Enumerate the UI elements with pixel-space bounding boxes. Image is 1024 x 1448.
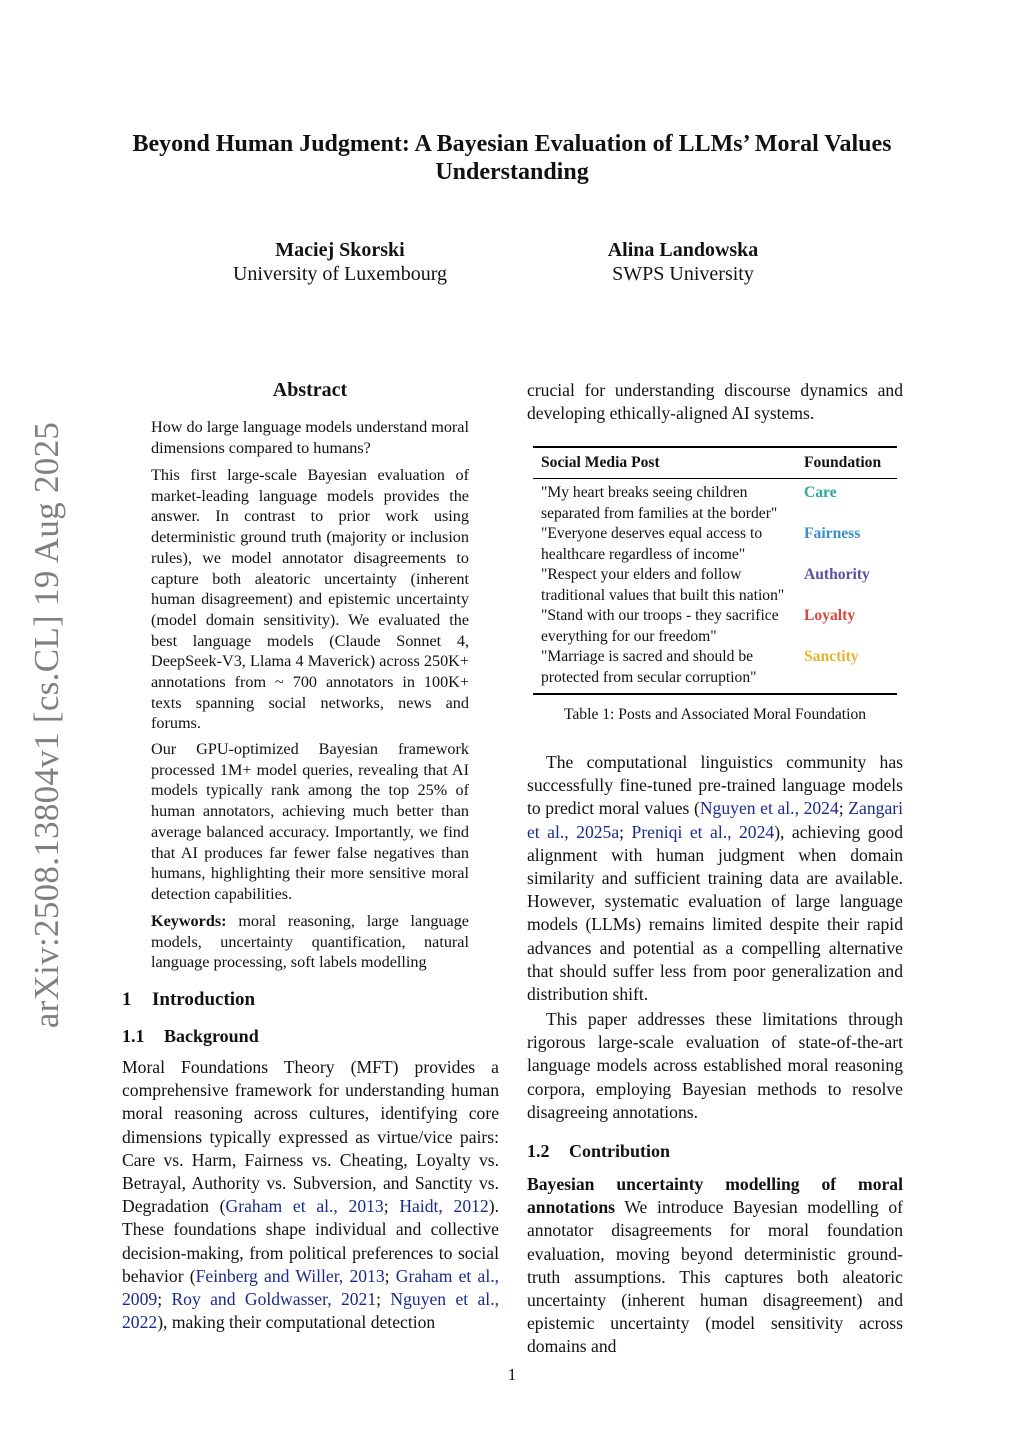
table-row	[533, 565, 897, 606]
subsection-heading-contribution	[527, 1141, 903, 1162]
citation-link[interactable]: Preniqi et al., 2024	[631, 821, 775, 842]
paper-title-line2: Understanding	[435, 159, 589, 185]
table-caption: Table 1: Posts and Associated Moral Foundation	[563, 706, 867, 723]
continued-paragraph: crucial for understanding discourse dynamics and developing ethically-aligned AI systems.	[527, 380, 903, 424]
finetuning-paragraph	[527, 751, 903, 1006]
table-cell-post: "Respect your elders and follow traditional values that built this nation"	[541, 566, 785, 604]
background-paragraph	[122, 1056, 499, 1334]
text-run: Moral Foundations Theory (MFT) provides a comprehensive framework for understanding human moral reasoning across cultures, identifying core dimensions typically expressed as virtue/vice pairs: Care vs. Harm, Fairness vs. Cheating, Loyalty vs. Betrayal, Authority vs. Subversion, and Sanctity vs. Degradation (	[122, 1057, 499, 1217]
author-affiliation: SWPS University	[612, 263, 754, 285]
table-row	[533, 524, 897, 565]
text-run: ;	[376, 1289, 391, 1310]
paper-title	[110, 130, 914, 186]
abstract-paragraph-3: Our GPU-optimized Bayesian framework processed 1M+ model queries, revealing that AI models typically rank among the top 25% of human annotators, achieving much better than average balanced accuracy. Importantly, we find that AI produces far fewer false negatives than humans, highlighting their more sensitive moral detection capabilities.	[151, 740, 469, 903]
foundation-label-authority: Authority	[804, 566, 870, 583]
citation-link[interactable]: Graham et al., 2009	[122, 1265, 500, 1310]
table-row	[533, 606, 897, 647]
posts-table	[533, 446, 897, 695]
subsection-number: 1.2	[527, 1141, 550, 1161]
paragraph-heading: Bayesian uncertainty modelling of moral annotations	[527, 1174, 903, 1218]
foundation-label-loyalty: Loyalty	[804, 607, 856, 624]
table-header-foundation: Foundation	[804, 453, 882, 471]
section-number: 1	[122, 989, 132, 1010]
text-run: ), making their computational detection	[157, 1312, 436, 1333]
keywords-text: moral reasoning, large language models, uncertainty quantification, natural language processing, soft labels modelling	[151, 912, 469, 972]
abstract-heading: Abstract	[272, 379, 348, 401]
author-name: Maciej Skorski	[275, 239, 405, 261]
limitations-paragraph: This paper addresses these limitations through rigorous large-scale evaluation of state-of-the-art language models across established moral reasoning corpora, employing Bayesian methods to resolve disagreeing annotations.	[527, 1009, 903, 1122]
arxiv-stamp: arXiv:2508.13804v1 [cs.CL] 19 Aug 2025	[27, 421, 66, 1029]
table-row	[533, 483, 897, 524]
text-run: ). These foundations shape individual and collective decision-making, from political preferences to social behavior (	[122, 1196, 499, 1286]
keywords	[151, 911, 469, 973]
text-run: ;	[157, 1289, 172, 1310]
citation-link[interactable]: Graham et al., 2013	[225, 1196, 384, 1217]
text-run: ;	[619, 821, 632, 842]
text-run: We introduce Bayesian modelling of annotator disagreements for moral foundation evaluation, moving beyond deterministic ground-truth assumptions. This captures both aleatoric uncertainty (inherent human disagreement) and epistemic uncertainty (model sensitivity across domains and	[527, 1197, 903, 1357]
author-name: Alina Landowska	[607, 239, 759, 261]
table-cell-post: "My heart breaks seeing children separated from families at the border"	[541, 484, 778, 522]
section-heading-introduction	[122, 989, 499, 1011]
subsection-heading-background	[122, 1026, 499, 1047]
abstract-paragraph-1: How do large language models understand moral dimensions compared to humans?	[151, 418, 469, 457]
table-header-row	[533, 448, 897, 479]
text-run: ;	[384, 1265, 396, 1286]
text-run: ;	[838, 798, 849, 819]
author-block-2	[533, 238, 833, 286]
citation-link[interactable]: Feinberg and Willer, 2013	[195, 1265, 385, 1286]
keywords-label: Keywords:	[151, 912, 227, 930]
table-body	[533, 479, 897, 693]
section-title: Introduction	[152, 989, 256, 1010]
table-cell-post: "Marriage is sacred and should be protected from secular corruption"	[541, 648, 757, 686]
subsection-title: Contribution	[569, 1141, 671, 1161]
subsection-title: Background	[164, 1026, 259, 1046]
contribution-paragraph	[527, 1173, 903, 1359]
citation-link[interactable]: Roy and Goldwasser, 2021	[171, 1289, 377, 1310]
foundation-label-sanctity: Sanctity	[804, 648, 859, 665]
citation-link[interactable]: Haidt, 2012	[399, 1196, 489, 1217]
table-cell-post: "Stand with our troops - they sacrifice everything for our freedom"	[541, 607, 779, 645]
author-affiliation: University of Luxembourg	[232, 263, 448, 285]
abstract-paragraph-2: This first large-scale Bayesian evaluation of market-leading language models provides the answer. In contrast to prior work using deterministic ground truth (majority or inclusion rules), we model annotator disagreements to capture both aleatoric uncertainty (inherent human disagreement) and epistemic uncertainty (model domain sensitivity). We evaluated the best language models (Claude Sonnet 4, DeepSeek-V3, Llama 4 Maverick) across 250K+ annotations from ~ 700 annotators in 100K+ texts spanning social networks, news and forums.	[151, 466, 469, 733]
text-run: ;	[383, 1196, 400, 1217]
citation-link[interactable]: Nguyen et al., 2022	[122, 1289, 499, 1333]
citation-link[interactable]: Zangari et al., 2025a	[527, 798, 904, 842]
foundation-label-fairness: Fairness	[804, 525, 861, 542]
paper-title-line1: Beyond Human Judgment: A Bayesian Evaluation of LLMs’ Moral Values	[132, 131, 892, 157]
text-run: ), achieving good alignment with human judgment when domain similarity and sufficient training data are available. However, systematic evaluation of large language models (LLMs) remains limited despite their rapid advances and potential as a compelling alternative that should suffer less from poor generalization and distribution shift.	[527, 821, 903, 1005]
author-block-1	[190, 238, 490, 286]
table-cell-post: "Everyone deserves equal access to healthcare regardless of income"	[541, 525, 763, 563]
citation-link[interactable]: Nguyen et al., 2024	[699, 798, 839, 819]
subsection-number: 1.1	[122, 1026, 145, 1046]
foundation-label-care: Care	[804, 484, 837, 501]
table-row	[533, 647, 897, 688]
table-header-post: Social Media Post	[541, 453, 660, 471]
text-run: The computational linguistics community has successfully fine-tuned pre-trained language models to predict moral values (	[527, 752, 903, 819]
page-number: 1	[507, 1365, 517, 1384]
